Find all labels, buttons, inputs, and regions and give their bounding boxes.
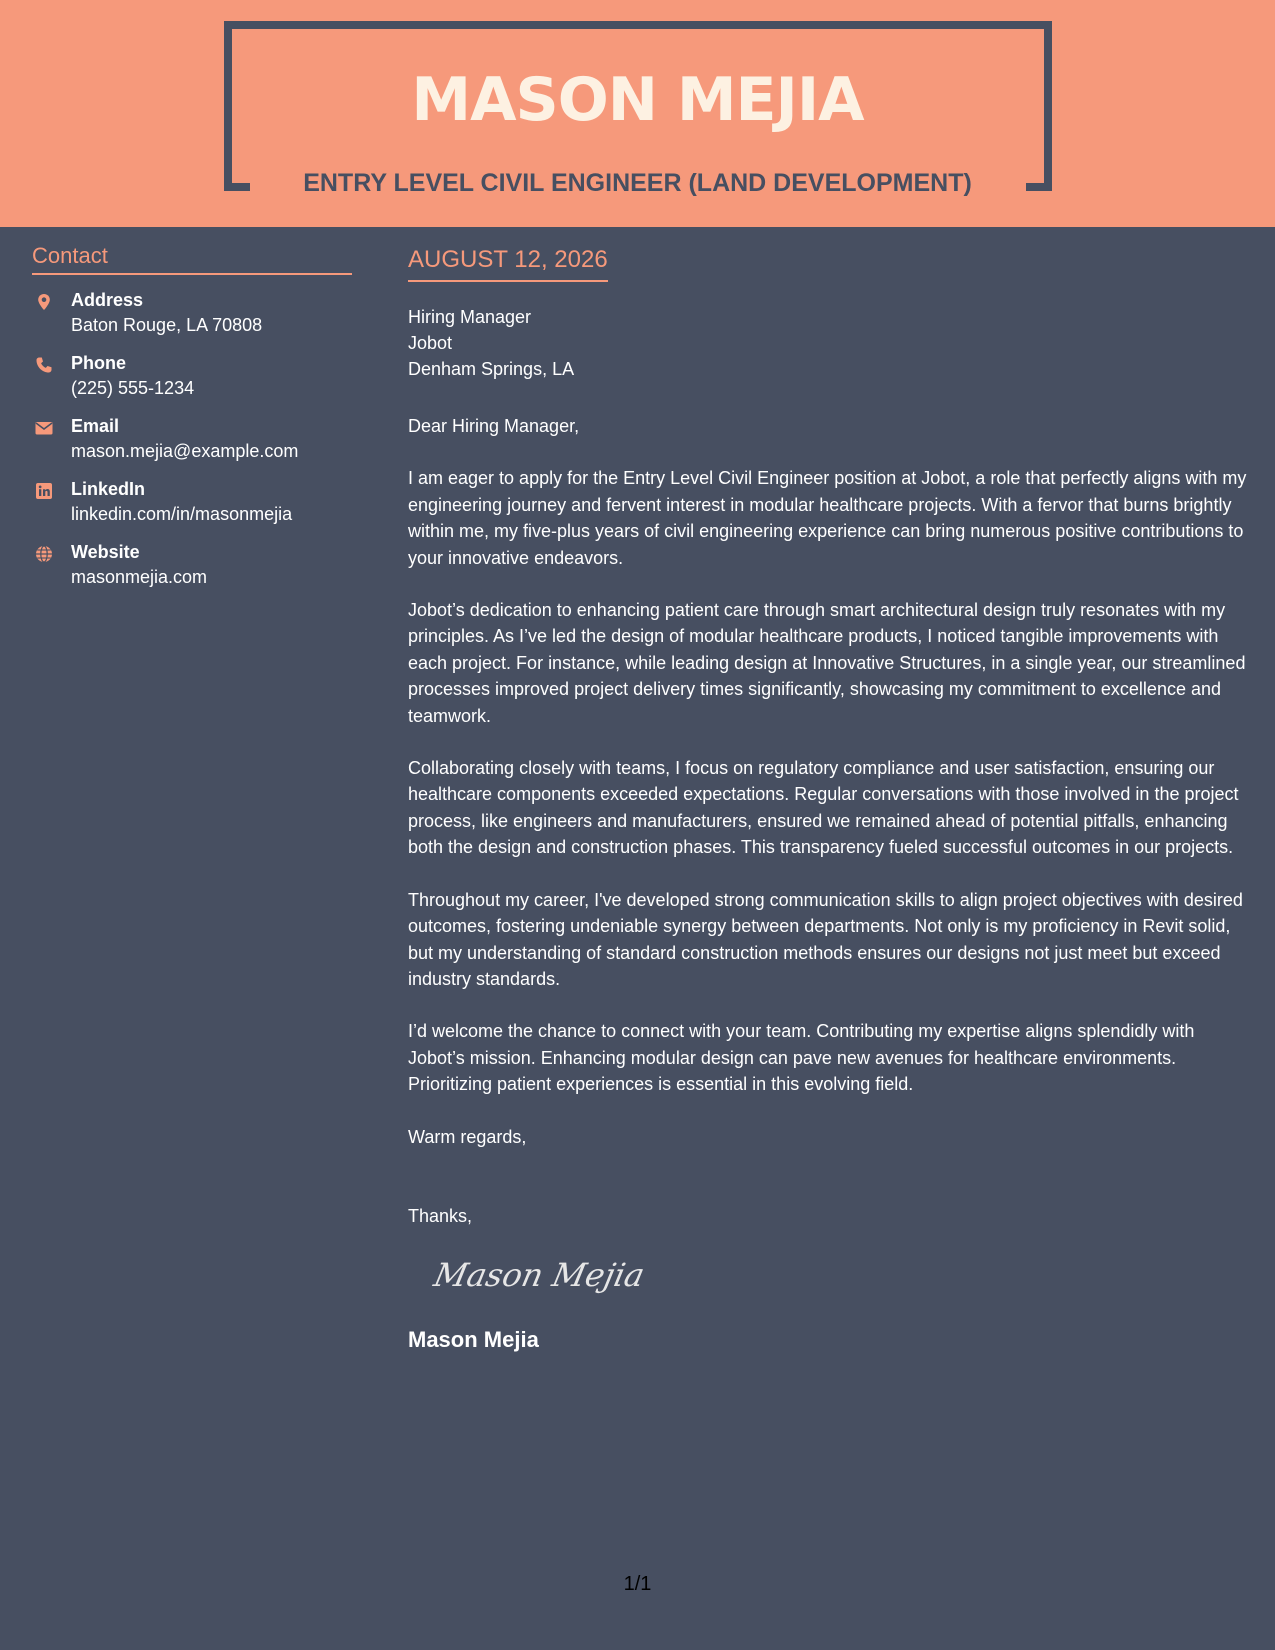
contact-value: Baton Rouge, LA 70808 [71,315,263,335]
contact-item-phone [32,348,352,411]
contact-heading: Contact [32,240,352,275]
contact-label: Website [71,542,140,562]
contact-value: (225) 555-1234 [71,378,195,398]
contact-label: LinkedIn [71,479,146,499]
handwritten-signature: Mason Mejia [430,1256,648,1295]
contact-value[interactable]: linkedin.com/in/masonmejia [71,504,293,524]
linkedin-icon [35,482,53,500]
contact-item-address [32,285,352,348]
page-number: 1/1 [623,1573,652,1595]
letter-date: AUGUST 12, 2026 [408,243,608,282]
contact-sidebar [32,240,352,600]
contact-label: Address [71,290,144,310]
candidate-name: MASON MEJIA [411,65,864,135]
phone-icon [35,356,53,374]
contact-label: Phone [71,353,127,373]
recipient-company: Jobot [408,333,453,353]
recipient-name: Hiring Manager [408,307,532,327]
contact-value[interactable]: mason.mejia@example.com [71,441,299,461]
header-banner [0,0,1275,227]
recipient-block [408,304,1253,382]
letter-paragraph: Jobot’s dedication to enhancing patient care through smart architectural design truly resonates with my principles. As I’ve led the design of modular healthcare products, I noticed tangible improvements with each project. For instance, while leading design at Innovative Structures, in a single year, our streamlined processes improved project delivery times significantly, showcasing my commitment to excellence and teamwork. [408,600,1246,726]
contact-label: Email [71,416,120,436]
signer-name: Mason Mejia [408,1327,539,1353]
closing: Warm regards, [408,1126,527,1147]
contact-item-email [32,411,352,474]
letter-paragraph: I’d welcome the chance to connect with your team. Contributing my expertise aligns splendidly with Jobot’s mission. Enhancing modular design can pave new avenues for healthcare environments. Prioritizing patient experiences is essential in this evolving field. [408,1021,1195,1095]
contact-item-website [32,537,352,600]
contact-item-linkedin [32,474,352,537]
letter-paragraph: Throughout my career, I've developed strong communication skills to align project objectives with desired outcomes, fostering undeniable synergy between departments. Not only is my proficiency in Revit solid, but my understanding of standard construction methods ensures our designs not just meet but exceed industry standards. [408,889,1243,989]
letter-body [408,243,1253,1355]
letter-paragraph: I am eager to apply for the Entry Level Civil Engineer position at Jobot, a role that perfectly aligns with my engineering journey and fervent interest in modular healthcare projects. With a fervor that burns brightly within me, my five-plus years of civil engineering experience can bring numerous positive contributions to your innovative endeavors. [408,468,1247,568]
map-pin-icon [35,293,53,311]
envelope-icon [35,419,53,437]
job-title: ENTRY LEVEL CIVIL ENGINEER (LAND DEVELOPMENT) [303,169,972,197]
globe-icon [35,545,53,563]
thanks: Thanks, [408,1205,473,1226]
recipient-location: Denham Springs, LA [408,359,575,379]
contact-value[interactable]: masonmejia.com [71,567,208,587]
salutation: Dear Hiring Manager, [408,416,580,436]
letter-paragraph: Collaborating closely with teams, I focus on regulatory compliance and user satisfaction, ensuring our healthcare components exceeded expectations. Regular conversations with those involved in the project process, like engineers and manufacturers, ensured we remained ahead of potential pitfalls, enhancing both the design and construction phases. This transparency fueled successful outcomes in our projects. [408,758,1239,858]
